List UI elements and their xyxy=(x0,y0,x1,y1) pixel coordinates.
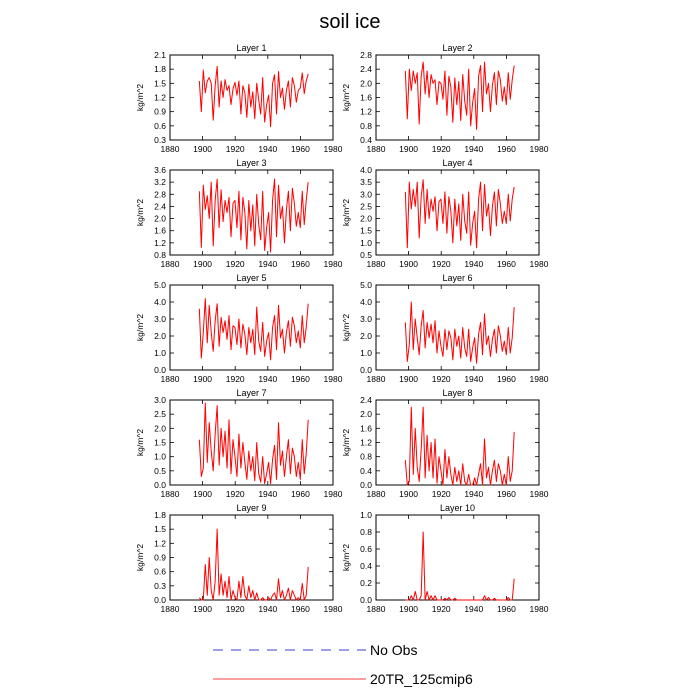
y-tick-label: 1.0 xyxy=(360,510,372,520)
y-tick-label: 1.0 xyxy=(154,348,166,358)
y-tick-label: 2.8 xyxy=(360,50,372,60)
x-tick-label: 1980 xyxy=(323,374,343,384)
y-tick-label: 1.8 xyxy=(154,510,166,520)
y-tick-label: 1.8 xyxy=(154,64,166,75)
plot-frame xyxy=(376,285,539,370)
x-tick-label: 1900 xyxy=(193,259,213,269)
panel-layer-2 xyxy=(341,43,549,154)
y-tick-label: 2.0 xyxy=(154,331,166,341)
x-tick-label: 1940 xyxy=(464,259,484,269)
y-tick-label: 1.0 xyxy=(360,348,372,358)
y-axis-label: kg/m^2 xyxy=(341,198,351,227)
x-tick-label: 1960 xyxy=(290,604,310,614)
y-tick-label: 0.5 xyxy=(154,465,166,476)
y-tick-label: 5.0 xyxy=(154,280,166,290)
x-tick-label: 1900 xyxy=(399,489,419,499)
y-tick-label: 0.0 xyxy=(154,480,166,490)
series-line xyxy=(405,532,514,600)
y-tick-label: 0.9 xyxy=(154,552,166,563)
y-tick-label: 2.0 xyxy=(154,423,166,434)
x-tick-label: 1980 xyxy=(323,604,343,614)
y-tick-label: 0.3 xyxy=(154,580,166,591)
series-line xyxy=(405,180,514,248)
x-tick-label: 1960 xyxy=(496,259,516,269)
y-axis-label: kg/m^2 xyxy=(135,83,145,112)
y-tick-label: 4.0 xyxy=(154,297,166,307)
y-tick-label: 1.2 xyxy=(154,237,166,248)
y-tick-label: 2.4 xyxy=(360,395,372,405)
y-tick-label: 2.1 xyxy=(154,50,166,60)
y-tick-label: 3.0 xyxy=(154,395,166,405)
y-tick-label: 2.0 xyxy=(360,213,372,224)
panel-title: Layer 5 xyxy=(236,273,267,283)
y-tick-label: 2.5 xyxy=(154,409,166,420)
x-tick-label: 1920 xyxy=(225,374,245,384)
x-tick-label: 1920 xyxy=(225,259,245,269)
series-line xyxy=(199,403,308,484)
y-tick-label: 2.0 xyxy=(154,213,166,224)
y-tick-label: 0.0 xyxy=(360,595,372,605)
y-tick-label: 0.0 xyxy=(154,365,166,375)
y-tick-label: 0.4 xyxy=(360,465,372,476)
x-tick-label: 1960 xyxy=(496,144,516,154)
x-tick-label: 1900 xyxy=(399,374,419,384)
y-tick-label: 2.5 xyxy=(360,201,372,212)
y-tick-label: 3.0 xyxy=(360,314,372,324)
series-line xyxy=(199,299,308,360)
panel-title: Layer 4 xyxy=(442,158,473,168)
series-line xyxy=(199,66,308,126)
x-tick-label: 1980 xyxy=(529,374,549,384)
x-tick-label: 1900 xyxy=(399,259,419,269)
y-tick-label: 1.6 xyxy=(360,423,372,434)
y-tick-label: 0.8 xyxy=(360,451,372,462)
y-tick-label: 0.6 xyxy=(360,544,372,554)
x-tick-label: 1920 xyxy=(225,489,245,499)
y-tick-label: 1.6 xyxy=(360,92,372,103)
panel-title: Layer 8 xyxy=(442,388,473,398)
x-tick-label: 1980 xyxy=(529,144,549,154)
x-tick-label: 1980 xyxy=(323,259,343,269)
panel-layer-9 xyxy=(135,503,343,614)
y-tick-label: 0.3 xyxy=(154,135,166,145)
x-tick-label: 1880 xyxy=(160,374,180,384)
panel-title: Layer 1 xyxy=(236,43,267,53)
legend-label-1: No Obs xyxy=(370,642,418,658)
y-tick-label: 4.0 xyxy=(360,297,372,307)
y-tick-label: 2.0 xyxy=(360,331,372,341)
panel-layer-4 xyxy=(341,158,549,269)
series-line xyxy=(199,529,308,600)
y-tick-label: 3.0 xyxy=(360,189,372,200)
x-tick-label: 1920 xyxy=(431,144,451,154)
plot-frame xyxy=(376,400,539,485)
y-tick-label: 0.4 xyxy=(360,135,372,145)
x-tick-label: 1960 xyxy=(496,604,516,614)
x-tick-label: 1940 xyxy=(464,374,484,384)
x-tick-label: 1880 xyxy=(160,144,180,154)
x-tick-label: 1880 xyxy=(160,604,180,614)
y-tick-label: 4.0 xyxy=(360,165,372,175)
panel-layer-8 xyxy=(341,388,549,499)
panel-title: Layer 10 xyxy=(439,503,476,513)
x-tick-label: 1940 xyxy=(258,374,278,384)
y-axis-label: kg/m^2 xyxy=(341,428,351,457)
x-tick-label: 1960 xyxy=(290,259,310,269)
y-tick-label: 2.4 xyxy=(360,64,372,75)
y-axis-label: kg/m^2 xyxy=(341,543,351,572)
y-axis-label: kg/m^2 xyxy=(135,543,145,572)
panel-grid xyxy=(135,43,549,614)
y-axis-label: kg/m^2 xyxy=(135,313,145,342)
x-tick-label: 1900 xyxy=(399,144,419,154)
y-tick-label: 2.0 xyxy=(360,409,372,420)
plot-frame xyxy=(170,55,333,140)
x-tick-label: 1900 xyxy=(399,604,419,614)
panel-title: Layer 3 xyxy=(236,158,267,168)
x-tick-label: 1980 xyxy=(529,489,549,499)
panel-title: Layer 6 xyxy=(442,273,473,283)
y-tick-label: 0.2 xyxy=(360,578,372,588)
x-tick-label: 1940 xyxy=(258,489,278,499)
y-tick-label: 1.5 xyxy=(154,524,166,535)
x-tick-label: 1960 xyxy=(290,374,310,384)
series-line xyxy=(199,179,308,252)
x-tick-label: 1980 xyxy=(323,489,343,499)
y-tick-label: 5.0 xyxy=(360,280,372,290)
x-tick-label: 1880 xyxy=(366,604,386,614)
plot-frame xyxy=(376,170,539,255)
y-tick-label: 3.0 xyxy=(154,314,166,324)
x-tick-label: 1920 xyxy=(431,489,451,499)
y-tick-label: 0.8 xyxy=(360,527,372,537)
y-tick-label: 1.5 xyxy=(154,78,166,89)
y-tick-label: 1.2 xyxy=(154,538,166,549)
x-tick-label: 1940 xyxy=(464,604,484,614)
plot-frame xyxy=(376,515,539,600)
x-tick-label: 1940 xyxy=(464,144,484,154)
x-tick-label: 1940 xyxy=(258,144,278,154)
x-tick-label: 1980 xyxy=(529,259,549,269)
y-tick-label: 0.8 xyxy=(360,120,372,131)
y-tick-label: 0.5 xyxy=(360,250,372,260)
y-tick-label: 1.5 xyxy=(360,225,372,236)
figure-title: soil ice xyxy=(319,11,381,33)
x-tick-label: 1920 xyxy=(225,604,245,614)
panel-layer-7 xyxy=(135,388,343,499)
panel-title: Layer 7 xyxy=(236,388,267,398)
y-axis-label: kg/m^2 xyxy=(341,313,351,342)
panel-layer-3 xyxy=(135,158,343,269)
x-tick-label: 1880 xyxy=(366,259,386,269)
y-tick-label: 2.8 xyxy=(154,189,166,200)
x-tick-label: 1900 xyxy=(193,489,213,499)
y-axis-label: kg/m^2 xyxy=(135,428,145,457)
x-tick-label: 1980 xyxy=(529,604,549,614)
x-tick-label: 1900 xyxy=(193,144,213,154)
x-tick-label: 1900 xyxy=(193,374,213,384)
y-tick-label: 3.5 xyxy=(360,177,372,188)
panel-layer-10 xyxy=(341,503,549,614)
y-tick-label: 0.0 xyxy=(154,595,166,605)
x-tick-label: 1960 xyxy=(290,489,310,499)
y-tick-label: 1.5 xyxy=(154,437,166,448)
y-tick-label: 0.0 xyxy=(360,480,372,490)
panel-layer-1 xyxy=(135,43,343,154)
plot-frame xyxy=(170,400,333,485)
y-tick-label: 0.6 xyxy=(154,566,166,577)
panel-title: Layer 2 xyxy=(442,43,473,53)
plot-frame xyxy=(170,515,333,600)
x-tick-label: 1920 xyxy=(431,259,451,269)
y-axis-label: kg/m^2 xyxy=(341,83,351,112)
series-line xyxy=(405,302,514,363)
y-tick-label: 0.8 xyxy=(154,250,166,260)
x-tick-label: 1940 xyxy=(258,259,278,269)
x-tick-label: 1880 xyxy=(366,144,386,154)
y-tick-label: 3.2 xyxy=(154,177,166,188)
series-line xyxy=(405,407,514,485)
y-tick-label: 0.4 xyxy=(360,561,372,571)
x-tick-label: 1880 xyxy=(366,374,386,384)
x-tick-label: 1980 xyxy=(323,144,343,154)
panel-layer-6 xyxy=(341,273,549,384)
x-tick-label: 1880 xyxy=(160,489,180,499)
y-tick-label: 1.2 xyxy=(360,106,372,117)
y-axis-label: kg/m^2 xyxy=(135,198,145,227)
x-tick-label: 1940 xyxy=(464,489,484,499)
y-tick-label: 0.6 xyxy=(154,120,166,131)
panel-layer-5 xyxy=(135,273,343,384)
x-tick-label: 1960 xyxy=(496,374,516,384)
x-tick-label: 1900 xyxy=(193,604,213,614)
x-tick-label: 1880 xyxy=(366,489,386,499)
x-tick-label: 1920 xyxy=(225,144,245,154)
x-tick-label: 1960 xyxy=(496,489,516,499)
y-tick-label: 3.6 xyxy=(154,165,166,175)
x-tick-label: 1960 xyxy=(290,144,310,154)
y-tick-label: 2.4 xyxy=(154,201,166,212)
legend xyxy=(213,642,473,687)
y-tick-label: 1.0 xyxy=(360,237,372,248)
y-tick-label: 1.2 xyxy=(154,92,166,103)
legend-label-2: 20TR_125cmip6 xyxy=(370,671,473,687)
x-tick-label: 1920 xyxy=(431,374,451,384)
y-tick-label: 0.0 xyxy=(360,365,372,375)
y-tick-label: 1.0 xyxy=(154,451,166,462)
y-tick-label: 0.9 xyxy=(154,106,166,117)
x-tick-label: 1920 xyxy=(431,604,451,614)
panel-title: Layer 9 xyxy=(236,503,267,513)
x-tick-label: 1940 xyxy=(258,604,278,614)
y-tick-label: 1.6 xyxy=(154,225,166,236)
y-tick-label: 2.0 xyxy=(360,78,372,89)
x-tick-label: 1880 xyxy=(160,259,180,269)
series-line xyxy=(405,62,514,129)
y-tick-label: 1.2 xyxy=(360,437,372,448)
plot-frame xyxy=(170,285,333,370)
